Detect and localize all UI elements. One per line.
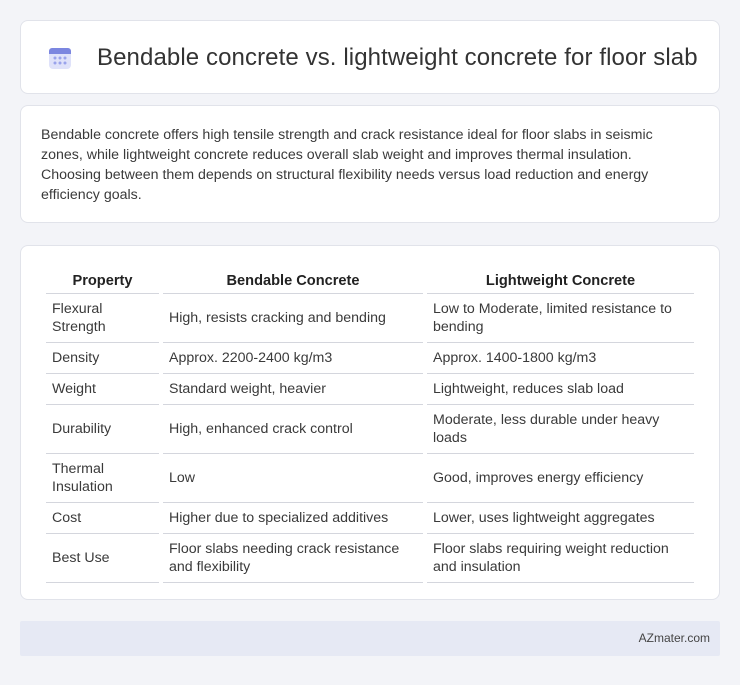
lightweight-cell: Good, improves energy efficiency [427, 454, 694, 503]
property-cell: Flexural Strength [46, 294, 159, 343]
lightweight-cell: Low to Moderate, limited resistance to bending [427, 294, 694, 343]
table-row [46, 503, 694, 534]
bendable-cell: Higher due to specialized additives [163, 503, 423, 534]
property-cell: Weight [46, 374, 159, 405]
summary-card [20, 105, 720, 223]
column-header-bendable: Bendable Concrete [163, 264, 423, 294]
bendable-cell: High, enhanced crack control [163, 405, 423, 454]
page-title: Bendable concrete vs. lightweight concrete for floor slab [97, 44, 698, 71]
title-card [20, 20, 720, 94]
comparison-table [42, 264, 698, 583]
summary-text: Bendable concrete offers high tensile strength and crack resistance ideal for floor slabs in seismic zones, while lightweight concrete reduces overall slab weight and improves thermal insulation. Choosing between them depends on structural flexibility needs versus load reduction and energy efficiency goals. [41, 127, 653, 203]
bendable-cell: Low [163, 454, 423, 503]
column-header-property: Property [46, 264, 159, 294]
lightweight-cell: Floor slabs requiring weight reduction and insulation [427, 534, 694, 583]
calendar-icon [47, 45, 73, 71]
bendable-cell: Approx. 2200-2400 kg/m3 [163, 343, 423, 374]
comparison-card [20, 245, 720, 600]
property-cell: Cost [46, 503, 159, 534]
table-row [46, 374, 694, 405]
lightweight-cell: Approx. 1400-1800 kg/m3 [427, 343, 694, 374]
bendable-cell: High, resists cracking and bending [163, 294, 423, 343]
property-cell: Density [46, 343, 159, 374]
table-row [46, 294, 694, 343]
table-row [46, 454, 694, 503]
bendable-cell: Standard weight, heavier [163, 374, 423, 405]
property-cell: Best Use [46, 534, 159, 583]
property-cell: Thermal Insulation [46, 454, 159, 503]
footer-bar [20, 621, 720, 656]
footer-brand[interactable]: AZmater.com [638, 631, 710, 645]
table-row [46, 343, 694, 374]
lightweight-cell: Lightweight, reduces slab load [427, 374, 694, 405]
bendable-cell: Floor slabs needing crack resistance and flexibility [163, 534, 423, 583]
lightweight-cell: Moderate, less durable under heavy loads [427, 405, 694, 454]
column-header-lightweight: Lightweight Concrete [427, 264, 694, 294]
lightweight-cell: Lower, uses lightweight aggregates [427, 503, 694, 534]
table-row [46, 405, 694, 454]
table-header-row [46, 264, 694, 294]
property-cell: Durability [46, 405, 159, 454]
table-row [46, 534, 694, 583]
